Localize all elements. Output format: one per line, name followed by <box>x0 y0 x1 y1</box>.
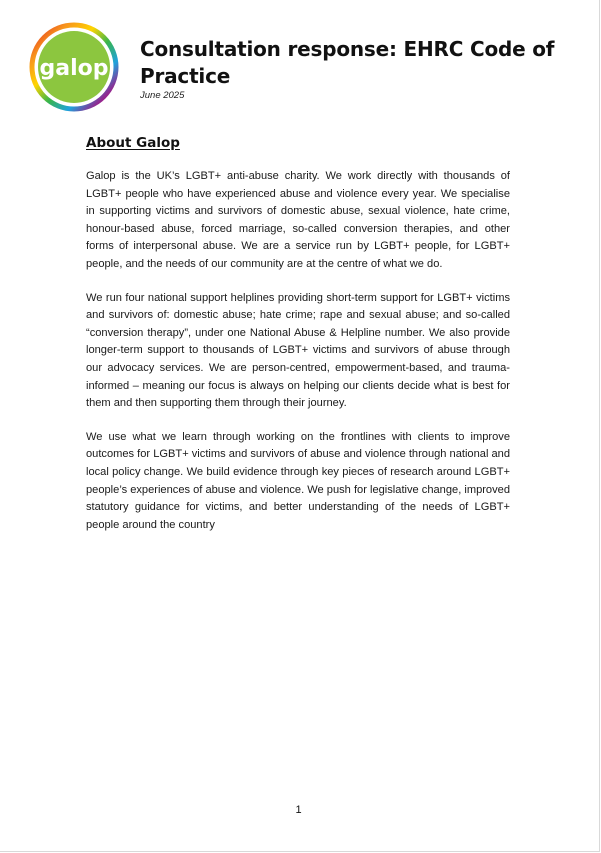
paragraph-3: We use what we learn through working on the frontlines with clients to improve outcomes for LGBT+ victims and survivors of abuse and violence through national and local policy change. We build evidence through key pieces of research around LGBT+ people’s experiences of abuse and violence. We push for legislative change, improved statutory guidance for victims, and better understanding of the needs of LGBT+ people around the country <box>86 430 510 531</box>
section-heading: About Galop <box>86 135 180 151</box>
paragraph-2: We run four national support helplines providing short-term support for LGBT+ victims and survivors of: domestic abuse; hate crime; rape and sexual abuse; and so-called “conversion therapy”, under one National Abuse & Helpline number. We also provide longer-term support to thousands of LGBT+ victims and survivors of abuse through our advocacy services. We are person-centred, empowerment-based, and trauma-informed – meaning our focus is always on helping our clients decide what is best for them and then supporting them through their journey. <box>86 291 510 410</box>
logo-wordmark: galop <box>39 56 109 81</box>
galop-logo-graphic <box>29 22 119 112</box>
section-body <box>86 168 510 550</box>
document-date: June 2025 <box>140 90 185 101</box>
paragraph-1: Galop is the UK’s LGBT+ anti-abuse charity. We work directly with thousands of LGBT+ people who have experienced abuse and violence every year. We specialise in supporting victims and survivors of domestic abuse, sexual violence, hate crime, honour-based abuse, forced marriage, so-called conversion therapies, and other forms of interpersonal abuse. We are a service run by LGBT+ people, for LGBT+ people, and the needs of our community are at the centre of what we do. <box>86 170 510 270</box>
galop-logo <box>29 22 119 112</box>
page-title: Consultation response: EHRC Code of Practice <box>140 37 555 88</box>
page-number: 1 <box>295 804 302 816</box>
